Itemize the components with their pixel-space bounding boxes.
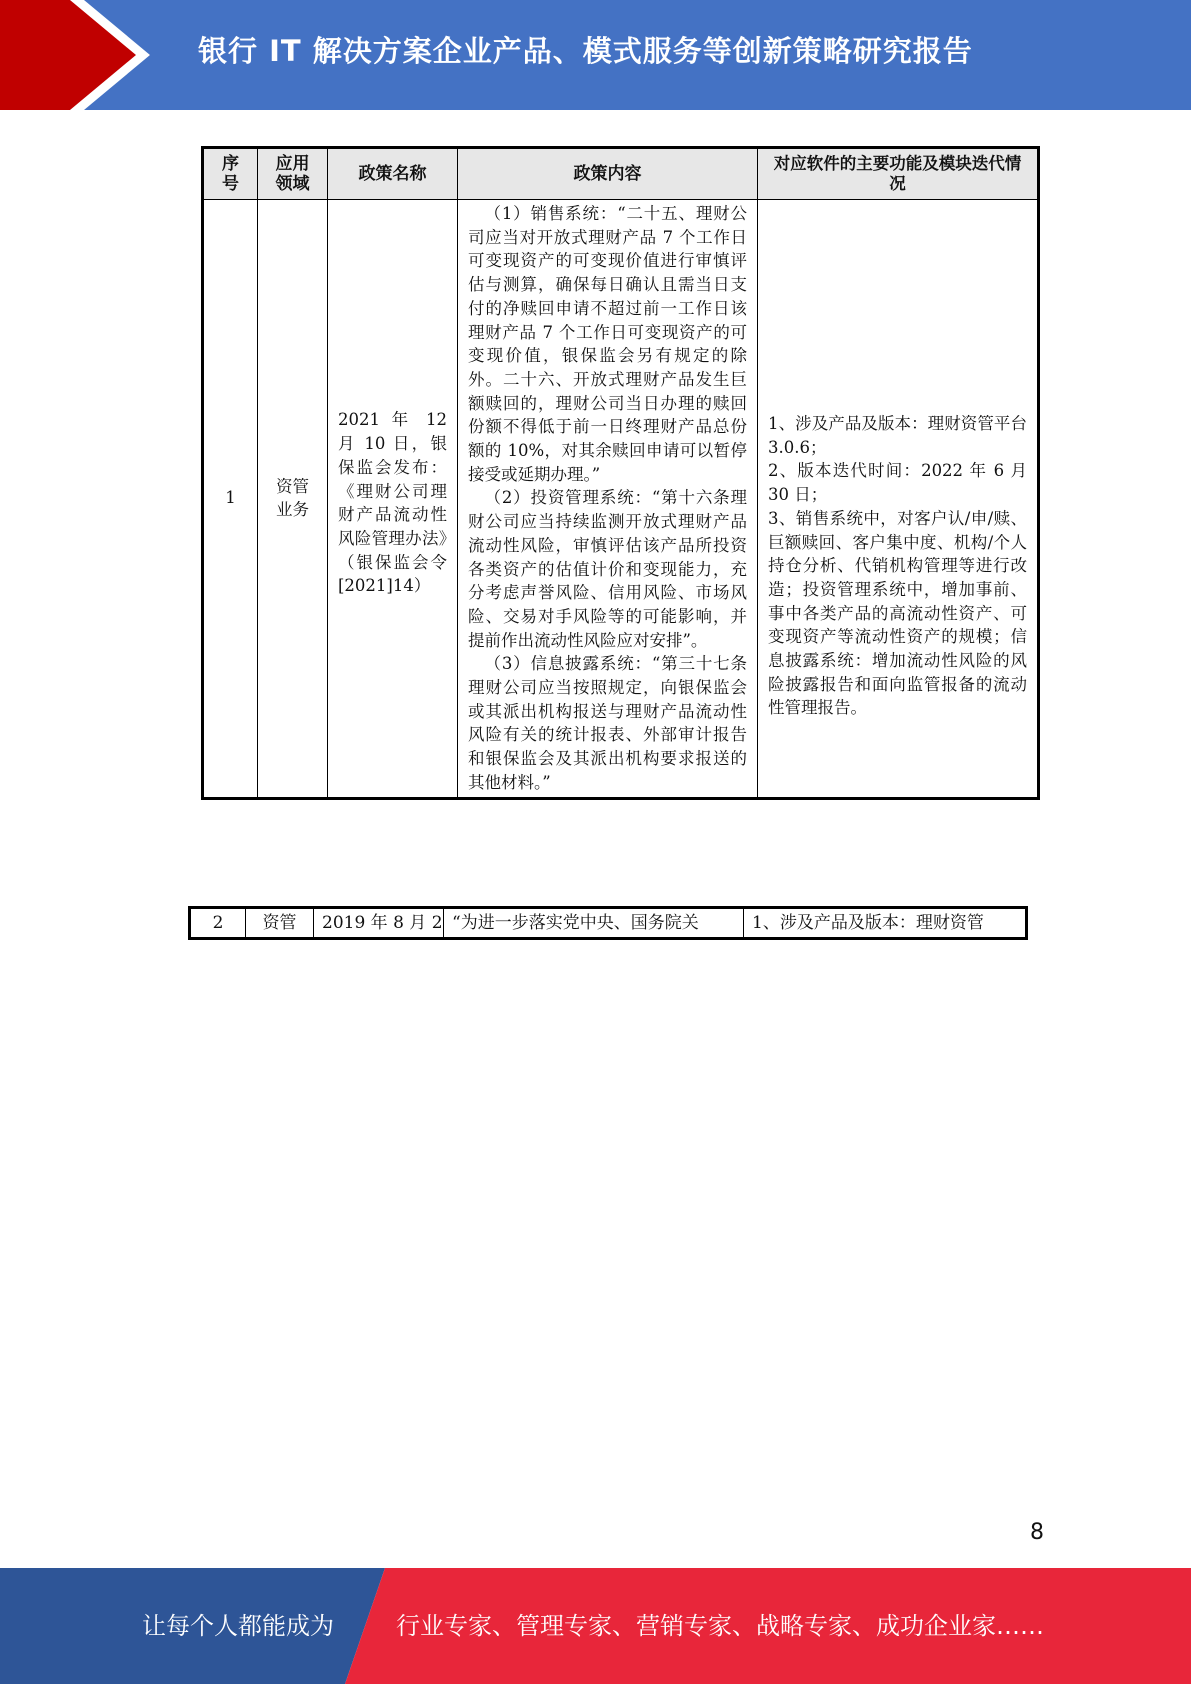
header-index: 序号 [203,148,258,200]
row2-policy-content: “为进一步落实党中央、国务院关 [444,908,744,939]
header-software-function: 对应软件的主要功能及模块迭代情况 [758,148,1039,200]
footer-slogan-right: 行业专家、管理专家、营销专家、战略专家、成功企业家…… [396,1612,1044,1640]
header-area: 应用领域 [258,148,328,200]
footer-slogan-left: 让每个人都能成为 [142,1612,334,1640]
header-chevron-shape [0,0,160,110]
function-line-changes: 3、销售系统中，对客户认/申/赎、巨额赎回、客户集中度、机构/个人持仓分析、代销机构管理等进行改造；投资管理系统中，增加事前、事中各类产品的高流动性资产、可变现资产等流动性资产的规模；信息披露系统：增加流动性风险的风险披露报告和面向监管报备的流动性管理报告。 [768,508,1027,718]
row1-area: 资管业务 [258,200,328,799]
row2-software-function: 1、涉及产品及版本：理财资管 [744,908,1027,939]
table-row [203,200,1039,799]
table-row [190,908,1027,939]
row1-software-function-text [768,200,1027,720]
row1-index: 1 [203,200,258,799]
header-title: 银行 IT 解决方案企业产品、模式服务等创新策略研究报告 [198,34,973,68]
header-banner [0,0,1191,110]
row2-area: 资管 [246,908,314,939]
function-line-date: 2、版本迭代时间：2022 年 6 月 30 日； [768,461,1027,505]
row1-policy-name-text: 2021 年 12 月 10 日，银保监会发布：《理财公司理财产品流动性风险管理办法》（银保监会令[2021]14） [338,410,447,596]
header-policy-content: 政策内容 [458,148,758,200]
header-policy-name: 政策名称 [328,148,458,200]
footer-banner [0,1568,1191,1684]
policy-table-continued [188,906,1028,940]
content-paragraph-sales: （1）销售系统：“二十五、理财公司应当对开放式理财产品 7 个工作日可变现资产的可变现价值进行审慎评估与测算，确保每日确认且需当日支付的净赎回申请不超过前一工作日该理财产品 7 个工作日可变现资产的可变现价值，银保监会另有规定的除外。二十六、开放式理财产品发生巨额赎回的，理财公司当日办理的赎回份额不得低于前一日终理财产品总份额的 10%，对其余赎回申请可以暂停接受或延期办理。” [468,204,747,484]
content-paragraph-disclosure: （3）信息披露系统：“第三十七条理财公司应当按照规定，向银保监会或其派出机构报送与理财产品流动性风险有关的统计报表、外部审计报告和银保监会及其派出机构要求报送的其他材料。” [468,654,747,792]
row1-software-function [758,200,1039,799]
row1-policy-name [328,200,458,799]
table-header-row [203,148,1039,200]
function-line-product: 1、涉及产品及版本：理财资管平台 3.0.6； [768,414,1027,457]
page-number: 8 [1030,1520,1044,1545]
content-paragraph-investment: （2）投资管理系统：“第十六条理财公司应当持续监测开放式理财产品流动性风险，审慎评估该产品所投资各类资产的估值计价和变现能力，充分考虑声誉风险、信用风险、市场风险、交易对手风险等的可能影响，并提前作出流动性风险应对安排”。 [468,488,747,650]
row2-policy-name: 2019 年 8 月 2 [314,908,444,939]
row1-policy-content [458,200,758,799]
row2-index: 2 [190,908,246,939]
policy-table [201,146,1040,800]
